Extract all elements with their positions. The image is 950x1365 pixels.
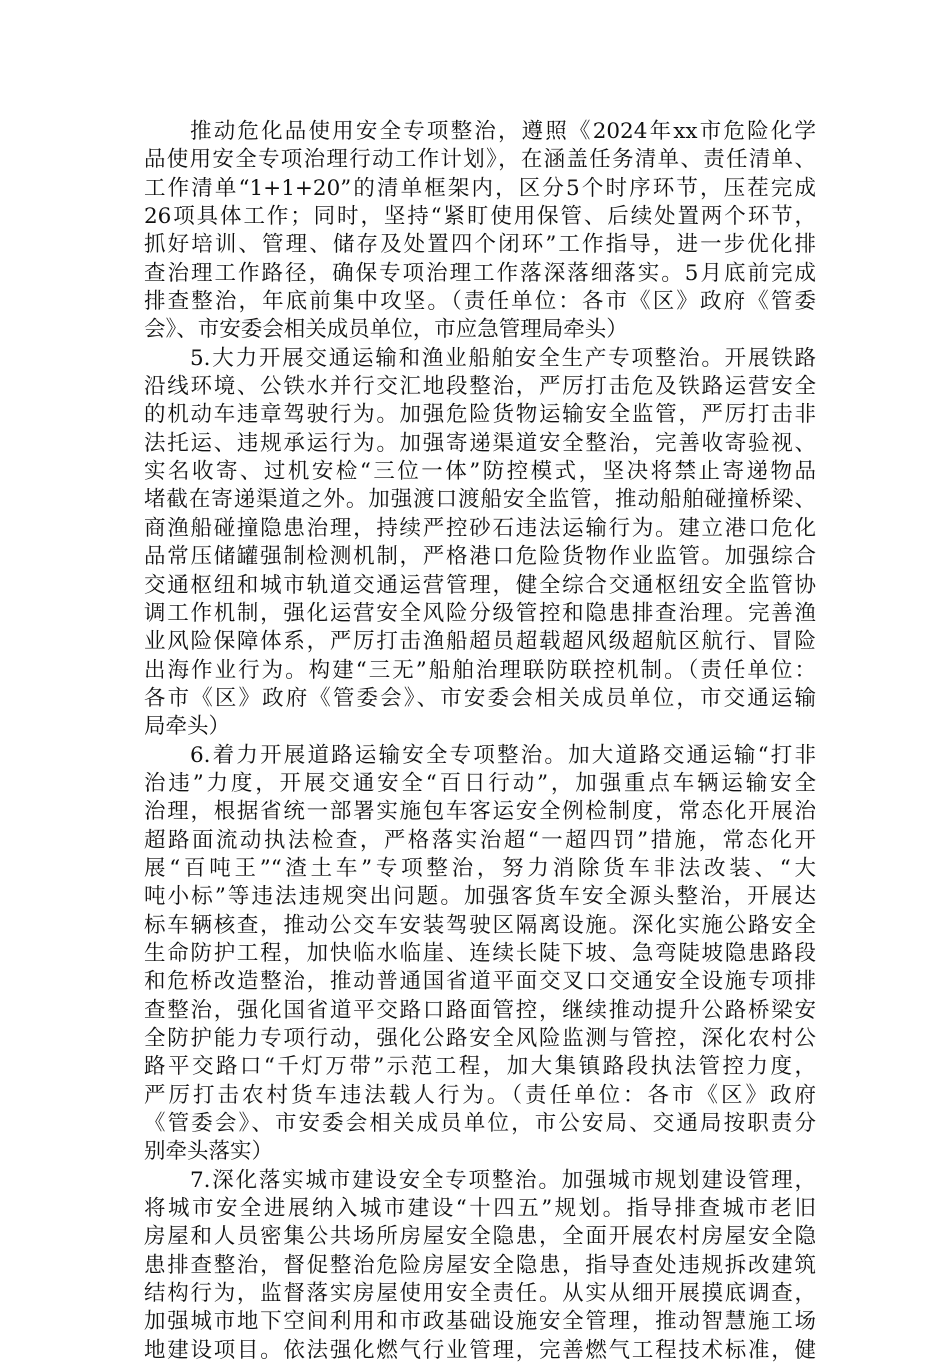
paragraph-line: 生命防护工程，加快临水临崖、连续长陡下坡、急弯陡坡隐患路段 (144, 940, 816, 966)
paragraph-line: 法托运、违规承运行为。加强寄递渠道安全整治，完善收寄验视、 (144, 430, 816, 456)
paragraph-line: 超路面流动执法检查，严格落实治超“一超四罚”措施，常态化开 (144, 827, 816, 853)
paragraph-first-line: 5.大力开展交通运输和渔业船舶安全生产专项整治。开展铁路 (190, 345, 816, 371)
paragraph-line: 路平交路口“千灯万带”示范工程，加大集镇路段执法管控力度， (144, 1054, 816, 1080)
paragraph-line: 查整治，强化国省道平交路口路面管控，继续推动提升公路桥梁安 (144, 997, 816, 1023)
paragraph-line: 严厉打击农村货车违法载人行为。（责任单位：各市《区》政府 (144, 1082, 816, 1108)
paragraph-line: 工作清单“1+1+20”的清单框架内，区分5个时序环节，压茬完成 (144, 175, 816, 201)
paragraph-line: 沿线环境、公铁水并行交汇地段整治，严厉打击危及铁路运营安全 (144, 374, 816, 400)
paragraph-line: 品常压储罐强制检测机制，严格港口危险货物作业监管。加强综合 (144, 544, 816, 570)
paragraph-line: 各市《区》政府《管委会》、市安委会相关成员单位，市交通运输 (144, 685, 816, 711)
paragraph-line: 治违”力度，开展交通安全“百日行动”，加强重点车辆运输安全 (144, 770, 816, 796)
paragraph-line: 结构行为，监督落实房屋使用安全责任。从实从细开展摸底调查， (144, 1281, 816, 1307)
paragraph-line: 加强城市地下空间利用和市政基础设施安全管理，推动智慧施工场 (144, 1309, 816, 1335)
paragraph-line: 展“百吨王”“渣土车”专项整治，努力消除货车非法改装、“大 (144, 855, 816, 881)
paragraph-first-line: 6.着力开展道路运输安全专项整治。加大道路交通运输“打非 (190, 742, 816, 768)
paragraph-line: 品使用安全专项治理行动工作计划》，在涵盖任务清单、责任清单、 (144, 147, 816, 173)
paragraph-line: 出海作业行为。构建“三无”船舶治理联防联控机制。（责任单位： (144, 657, 816, 683)
paragraph-line: 《管委会》、市安委会相关成员单位，市公安局、交通局按职责分 (144, 1111, 816, 1137)
paragraph-line: 的机动车违章驾驶行为。加强危险货物运输安全监管，严厉打击非 (144, 402, 816, 428)
document-body (144, 118, 816, 1365)
paragraph-line: 交通枢纽和城市轨道交通运营管理，健全综合交通枢纽安全监管协 (144, 572, 816, 598)
paragraph-line: 标车辆核查，推动公交车安装驾驶区隔离设施。深化实施公路安全 (144, 912, 816, 938)
paragraph-line: 业风险保障体系，严厉打击渔船超员超载超风级超航区航行、冒险 (144, 629, 816, 655)
paragraph-line: 治理，根据省统一部署实施包车客运安全例检制度，常态化开展治 (144, 799, 816, 825)
paragraph-line: 排查整治，年底前集中攻坚。（责任单位：各市《区》政府《管委 (144, 289, 816, 315)
paragraph-line: 26项具体工作；同时，坚持“紧盯使用保管、后续处置两个环节， (144, 204, 816, 230)
paragraph-line: 患排查整治，督促整治危险房屋安全隐患，指导查处违规拆改建筑 (144, 1252, 816, 1278)
paragraph-line: 房屋和人员密集公共场所房屋安全隐患，全面开展农村房屋安全隐 (144, 1224, 816, 1250)
paragraph-line: 抓好培训、管理、储存及处置四个闭环”工作指导，进一步优化排 (144, 232, 816, 258)
paragraph-line: 和危桥改造整治，推动普通国省道平面交叉口交通安全设施专项排 (144, 969, 816, 995)
paragraph-line: 别牵头落实） (144, 1139, 274, 1165)
paragraph-line: 商渔船碰撞隐患治理，持续严控砂石违法运输行为。建立港口危化 (144, 515, 816, 541)
paragraph-line: 实名收寄、过机安检“三位一体”防控模式，坚决将禁止寄递物品 (144, 459, 816, 485)
paragraph-first-line: 推动危化品使用安全专项整治，遵照《2024年xx市危险化学 (190, 119, 816, 144)
paragraph-first-line: 7.深化落实城市建设安全专项整治。加强城市规划建设管理， (190, 1167, 816, 1193)
paragraph-line: 调工作机制，强化运营安全风险分级管控和隐患排查治理。完善渔 (144, 600, 816, 626)
paragraph-line: 地建设项目。依法强化燃气行业管理，完善燃气工程技术标准，健 (144, 1337, 816, 1363)
paragraph-line: 查治理工作路径，确保专项治理工作落深落细落实。5月底前完成 (144, 260, 816, 286)
paragraph-line: 吨小标”等违法违规突出问题。加强客货车安全源头整治，开展达 (144, 884, 816, 910)
paragraph-line: 局牵头） (144, 714, 231, 740)
paragraph-line: 会》、市安委会相关成员单位，市应急管理局牵头） (144, 317, 628, 343)
paragraph-line: 堵截在寄递渠道之外。加强渡口渡船安全监管，推动船舶碰撞桥梁、 (144, 487, 816, 513)
paragraph-line: 全防护能力专项行动，强化公路安全风险监测与管控，深化农村公 (144, 1026, 816, 1051)
paragraph-line: 将城市安全进展纳入城市建设“十四五”规划。指导排查城市老旧 (144, 1196, 816, 1222)
